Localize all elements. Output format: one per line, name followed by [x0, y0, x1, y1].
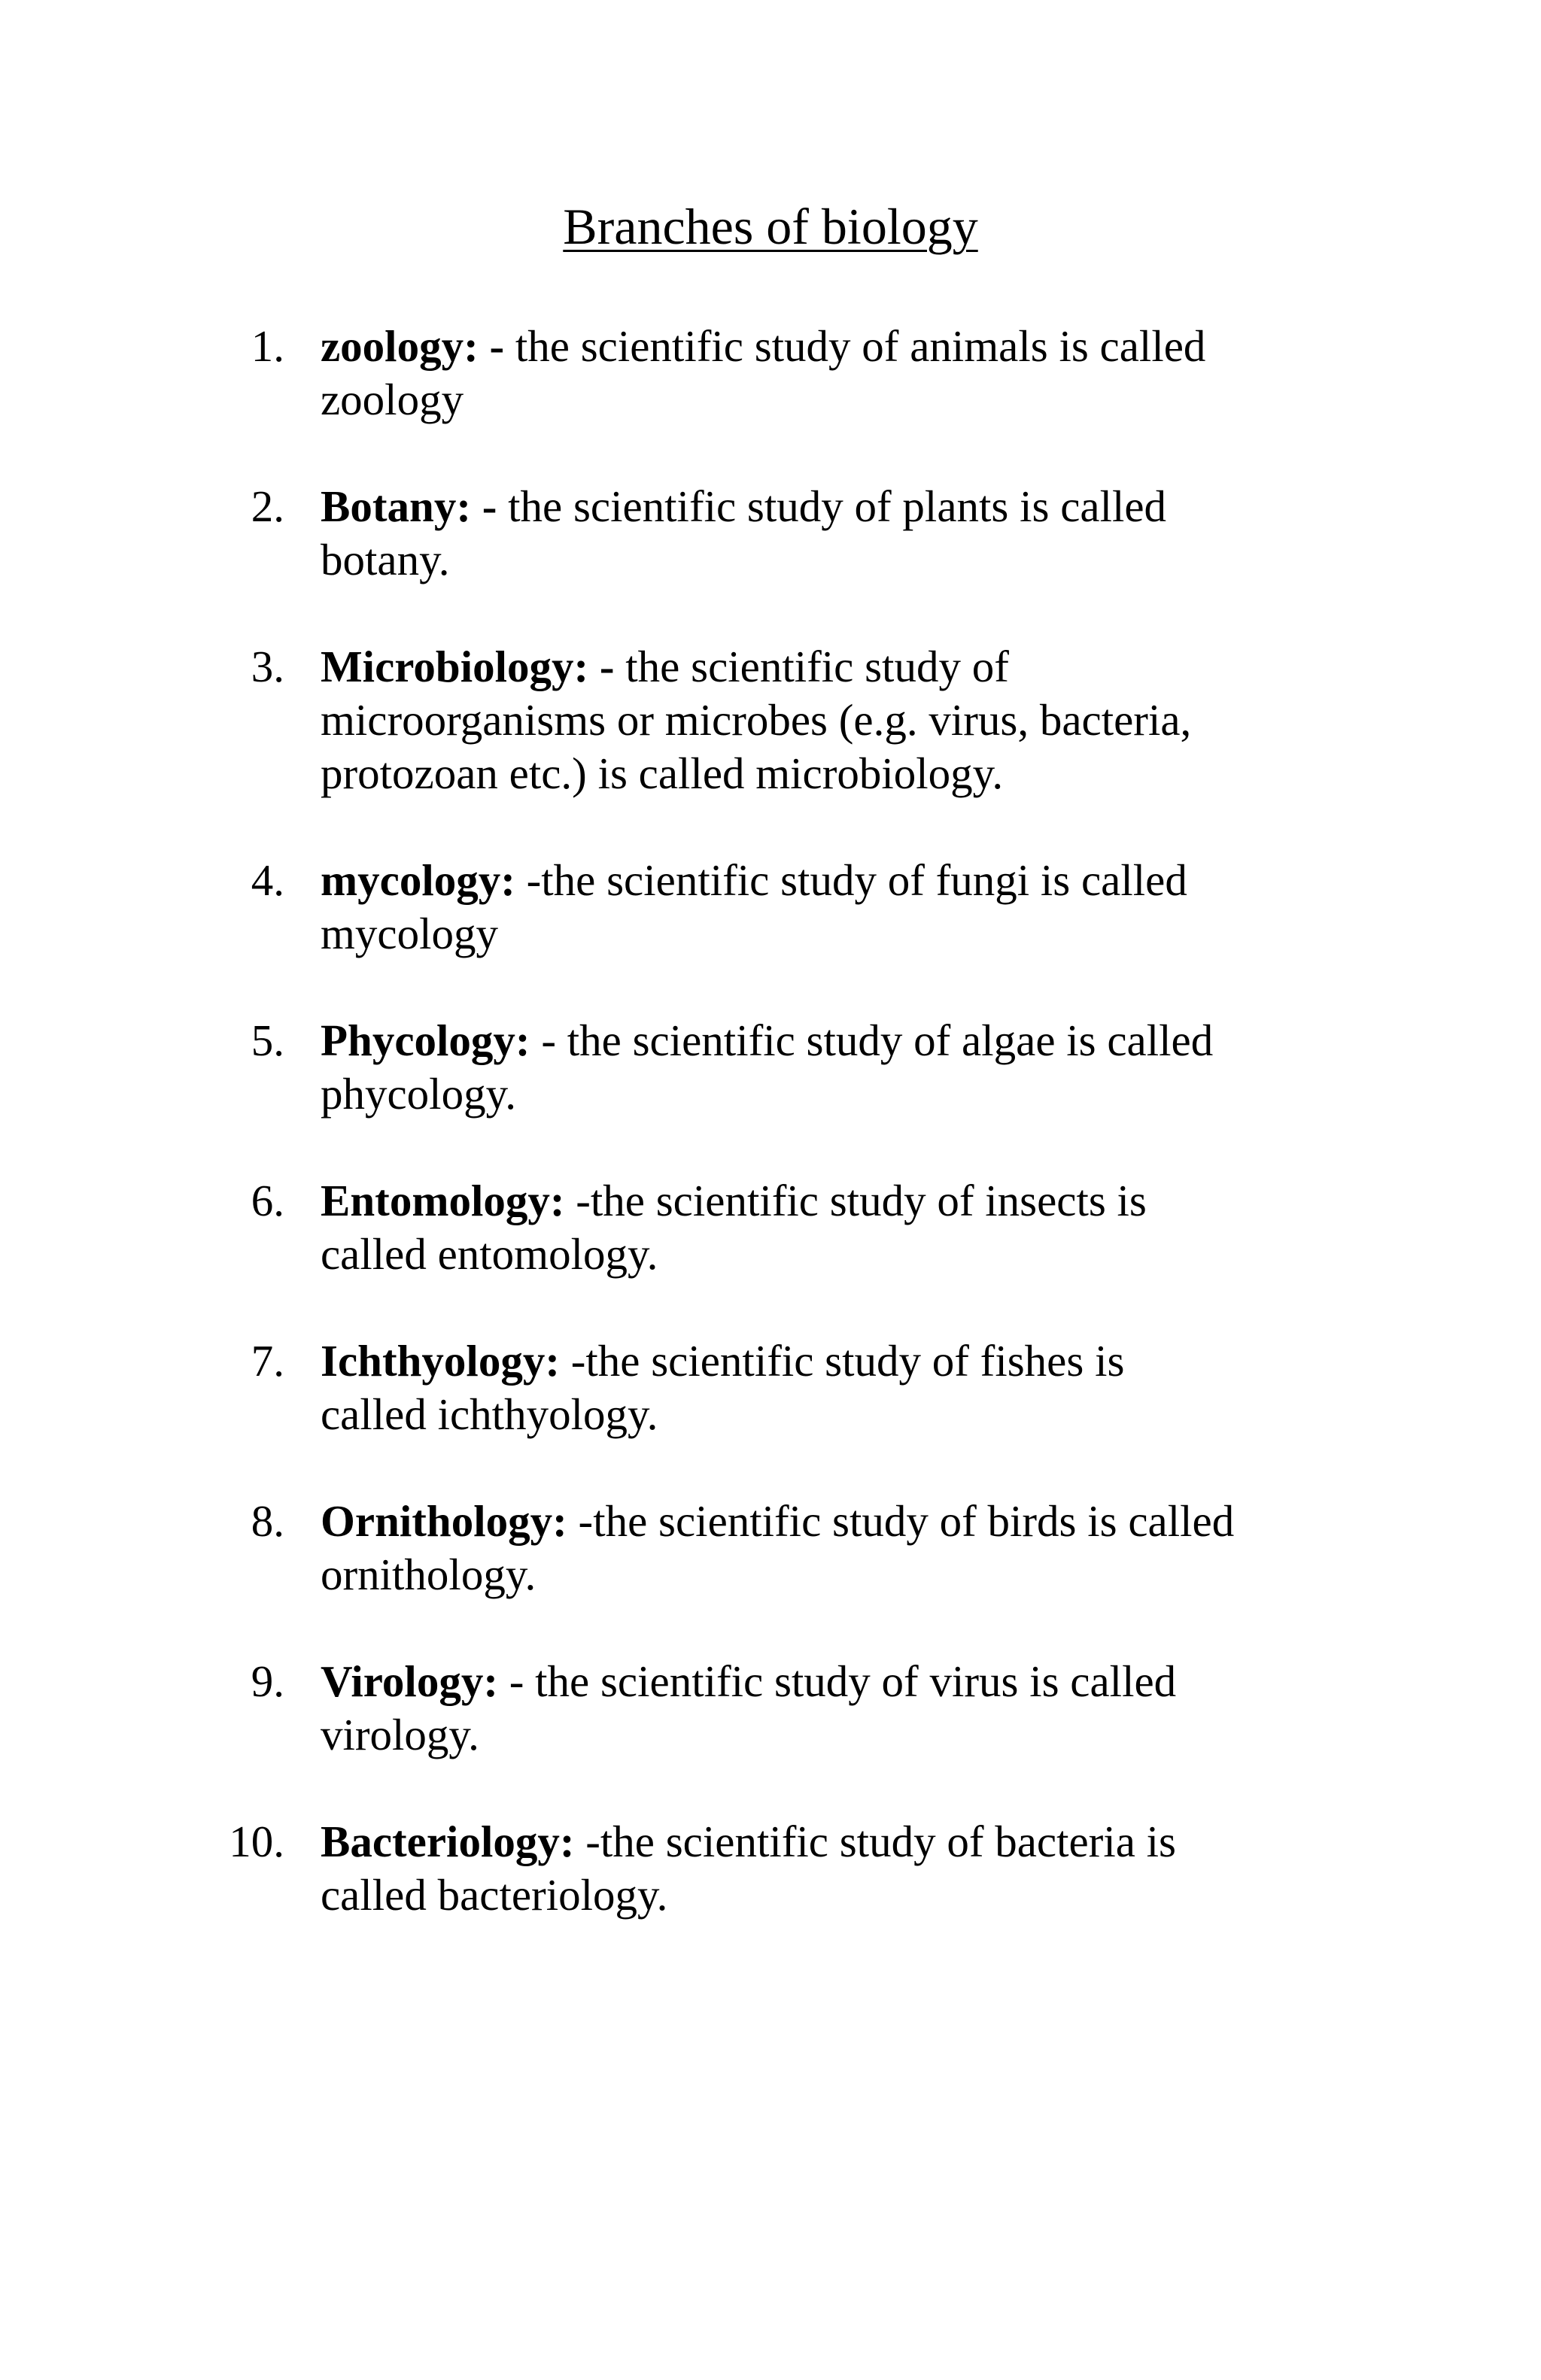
- definition-line: [321, 854, 1314, 907]
- definition-line: called ichthyology.: [321, 1389, 658, 1439]
- list-item-zoology: [0, 320, 1541, 427]
- definition-text: - the scientific study of virus is called: [497, 1656, 1177, 1706]
- item-number: 5.: [251, 1015, 284, 1065]
- list-item-ornithology: [0, 1495, 1541, 1601]
- item-definition: [321, 480, 1314, 587]
- page-title: [0, 194, 1541, 259]
- list-item-botany: [0, 480, 1541, 587]
- definition-text: the scientific study of: [614, 642, 1009, 691]
- branch-term: Ornithology:: [321, 1496, 567, 1546]
- definition-line: phycology.: [321, 1069, 516, 1119]
- definition-line: zoology: [321, 375, 464, 424]
- branch-term: Phycology:: [321, 1015, 530, 1065]
- definition-line: virology.: [321, 1710, 479, 1759]
- definition-line: [321, 1655, 1314, 1708]
- item-number: 4.: [251, 855, 284, 905]
- definition-line: botany.: [321, 535, 450, 584]
- item-definition: [321, 640, 1314, 800]
- item-number: 10.: [229, 1817, 284, 1866]
- definition-line: [321, 640, 1314, 694]
- definition-text: -the scientific study of insects is: [564, 1176, 1147, 1225]
- definition-line: [321, 1334, 1314, 1388]
- definition-text: -the scientific study of bacteria is: [574, 1817, 1176, 1866]
- definition-line: [321, 1174, 1314, 1228]
- definition-line: microorganisms or microbes (e.g. virus, bacteria,: [321, 695, 1192, 745]
- page-title-text: Branches of biology: [563, 198, 978, 255]
- item-number: 7.: [251, 1336, 284, 1386]
- definition-text: the scientific study of plants is called: [497, 481, 1167, 531]
- branch-term: Microbiology: -: [321, 642, 615, 691]
- definition-text: the scientific study of animals is called: [504, 321, 1206, 371]
- item-definition: [321, 1334, 1314, 1441]
- definition-line: mycology: [321, 909, 498, 958]
- definition-line: called bacteriology.: [321, 1870, 668, 1920]
- item-definition: [321, 1815, 1314, 1922]
- item-number: 8.: [251, 1496, 284, 1546]
- definition-line: ornithology.: [321, 1550, 536, 1599]
- definition-line: [321, 1815, 1314, 1868]
- definition-text: -the scientific study of fishes is: [559, 1336, 1125, 1386]
- branch-term: mycology:: [321, 855, 515, 905]
- list-item-mycology: [0, 854, 1541, 961]
- branch-term: Entomology:: [321, 1176, 565, 1225]
- branches-list: [0, 320, 1541, 1975]
- list-item-entomology: [0, 1174, 1541, 1281]
- branch-term: Ichthyology:: [321, 1336, 560, 1386]
- definition-text: - the scientific study of algae is called: [530, 1015, 1214, 1065]
- definition-line: [321, 480, 1314, 533]
- item-definition: [321, 1014, 1314, 1121]
- item-number: 3.: [251, 642, 284, 691]
- branch-term: Botany: -: [321, 481, 497, 531]
- definition-line: protozoan etc.) is called microbiology.: [321, 748, 1004, 798]
- list-item-microbiology: [0, 640, 1541, 800]
- definition-text: -the scientific study of birds is called: [567, 1496, 1235, 1546]
- branch-term: zoology: -: [321, 321, 505, 371]
- list-item-virology: [0, 1655, 1541, 1762]
- item-definition: [321, 1495, 1314, 1601]
- item-definition: [321, 1174, 1314, 1281]
- branch-term: Bacteriology:: [321, 1817, 575, 1866]
- list-item-phycology: [0, 1014, 1541, 1121]
- item-definition: [321, 854, 1314, 961]
- branch-term: Virology:: [321, 1656, 498, 1706]
- item-number: 6.: [251, 1176, 284, 1225]
- item-number: 9.: [251, 1656, 284, 1706]
- list-item-bacteriology: [0, 1815, 1541, 1922]
- item-number: 2.: [251, 481, 284, 531]
- item-definition: [321, 320, 1314, 427]
- definition-line: [321, 320, 1314, 373]
- definition-line: [321, 1014, 1314, 1067]
- list-item-ichthyology: [0, 1334, 1541, 1441]
- item-number: 1.: [251, 321, 284, 371]
- definition-line: [321, 1495, 1314, 1548]
- definition-line: called entomology.: [321, 1229, 658, 1279]
- definition-text: -the scientific study of fungi is called: [515, 855, 1187, 905]
- item-definition: [321, 1655, 1314, 1762]
